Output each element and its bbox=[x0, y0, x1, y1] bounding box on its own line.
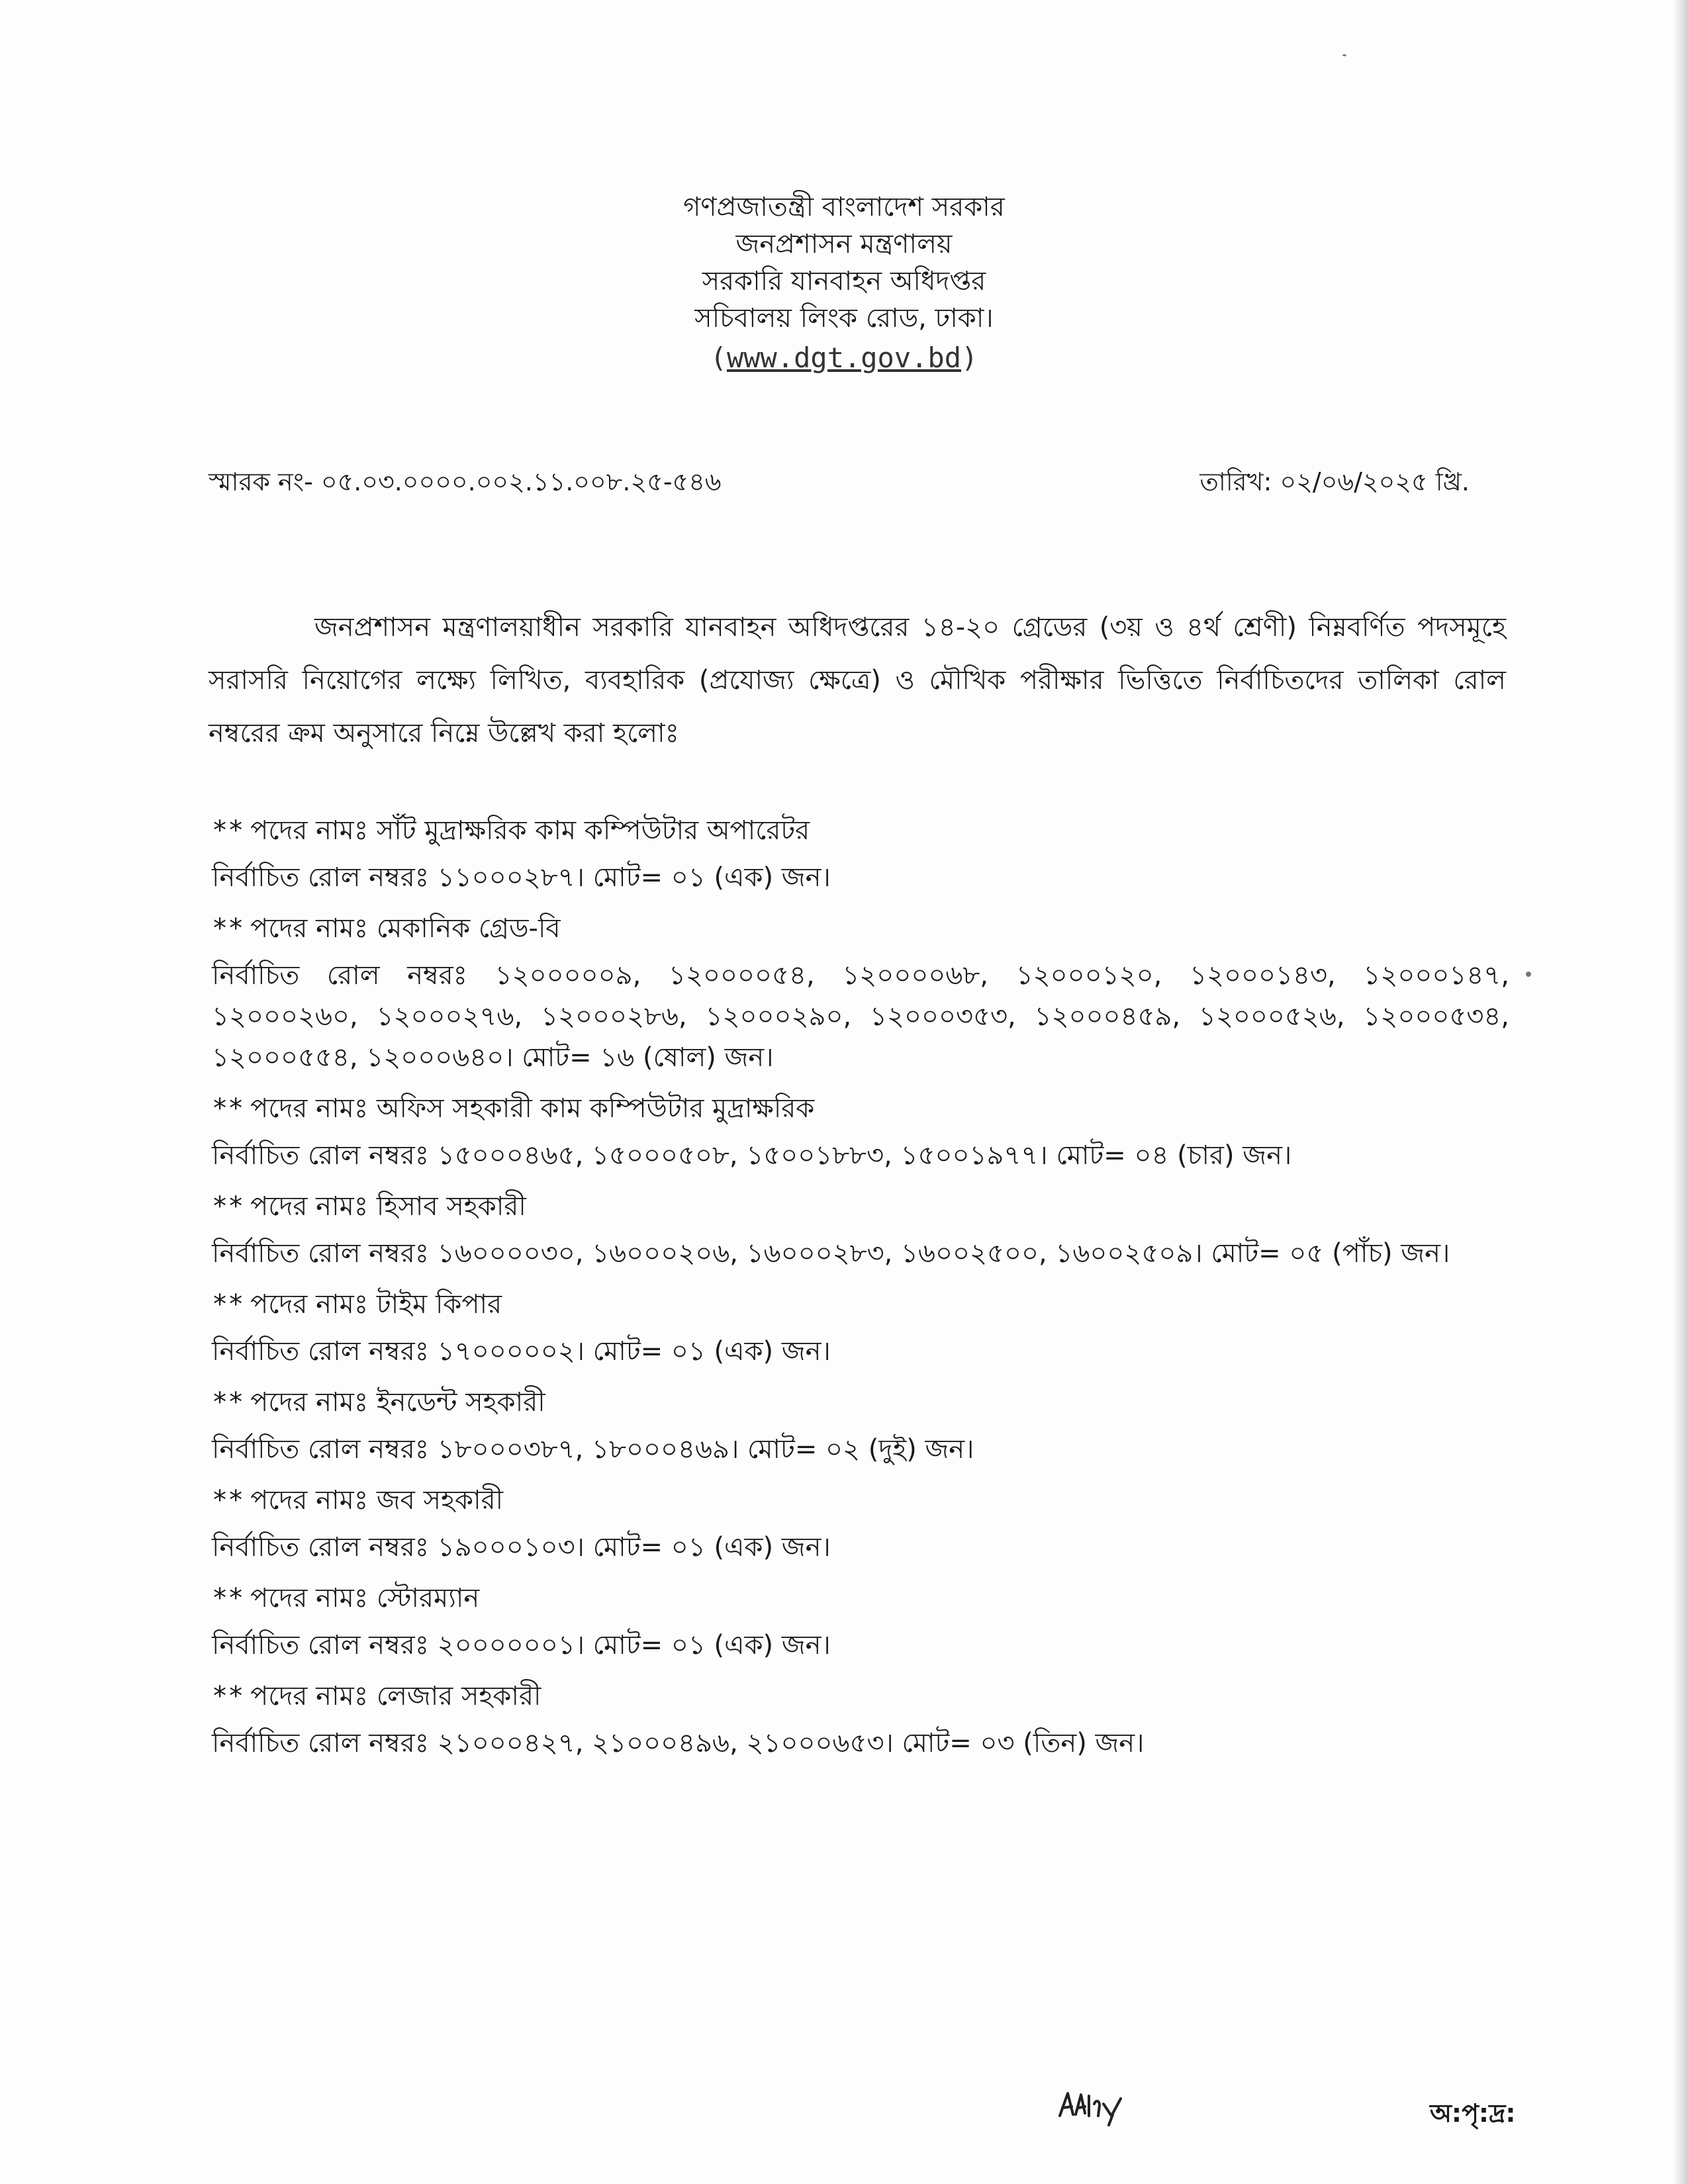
bullet-stars: ** bbox=[212, 1387, 244, 1418]
scan-speck bbox=[1526, 972, 1531, 977]
post-item bbox=[212, 909, 1509, 1078]
selected-roll-numbers: নির্বাচিত রোল নম্বরঃ ১১০০০২৮৭। মোট= ০১ (এক) জন। bbox=[212, 862, 831, 893]
bullet-stars: ** bbox=[212, 1289, 244, 1320]
post-title bbox=[212, 1187, 1509, 1226]
letterhead-address: সচিবালয় লিংক রোড, ঢাকা। bbox=[694, 303, 994, 334]
post-name-text: পদের নামঃ হিসাব সহকারী bbox=[250, 1191, 526, 1222]
post-item bbox=[212, 1578, 1509, 1666]
memo-reference-number: স্মারক নং- ০৫.০৩.০০০০.০০২.১১.০০৮.২৫-৫৪৬ bbox=[209, 467, 722, 496]
selected-roll-numbers: নির্বাচিত রোল নম্বরঃ ১৭০০০০০২। মোট= ০১ (এক) জন। bbox=[212, 1336, 831, 1367]
post-item bbox=[212, 1480, 1509, 1568]
post-name-text: পদের নামঃ লেজার সহকারী bbox=[250, 1681, 541, 1711]
selected-roll-numbers: নির্বাচিত রোল নম্বরঃ ২১০০০৪২৭, ২১০০০৪৯৬, ২১০০০৬৫৩। মোট= ০৩ (তিন) জন। bbox=[212, 1728, 1145, 1758]
post-title bbox=[212, 1480, 1509, 1520]
post-item bbox=[212, 1285, 1509, 1372]
letterhead-website bbox=[710, 338, 978, 378]
post-title bbox=[212, 1676, 1509, 1716]
website-link[interactable]: www.dgt.gov.bd bbox=[726, 341, 961, 374]
selected-roll-numbers: নির্বাচিত রোল নম্বরঃ ১৬০০০০৩০, ১৬০০০২০৬, ১৬০০০২৮৩, ১৬০০২৫০০, ১৬০০২৫০৯। মোট= ০৫ (পাঁচ) জন। bbox=[212, 1238, 1450, 1269]
post-title bbox=[212, 1089, 1509, 1128]
bullet-stars: ** bbox=[212, 1093, 244, 1124]
bullet-stars: ** bbox=[212, 815, 244, 846]
letterhead-government: গণপ্রজাতন্ত্রী বাংলাদেশ সরকার bbox=[683, 192, 1005, 222]
letterhead-ministry: জনপ্রশাসন মন্ত্রণালয় bbox=[735, 229, 953, 259]
selected-roll-numbers: নির্বাচিত রোল নম্বরঃ ১৯০০০১০৩। মোট= ০১ (এক) জন। bbox=[212, 1532, 831, 1563]
post-item bbox=[212, 811, 1509, 898]
post-name-text: পদের নামঃ টাইম কিপার bbox=[250, 1289, 502, 1320]
selected-roll-numbers: নির্বাচিত রোল নম্বরঃ ২০০০০০০১। মোট= ০১ (এক) জন। bbox=[212, 1630, 831, 1661]
post-list bbox=[212, 811, 1509, 1774]
post-name-text: পদের নামঃ অফিস সহকারী কাম কম্পিউটার মুদ্রাক্ষরিক bbox=[250, 1093, 815, 1124]
letterhead-department: সরকারি যানবাহন অধিদপ্তর bbox=[702, 266, 986, 296]
post-name-text: পদের নামঃ ইনডেন্ট সহকারী bbox=[250, 1387, 545, 1418]
intro-paragraph: জনপ্রশাসন মন্ত্রণালয়াধীন সরকারি যানবাহন অধিদপ্তরের ১৪-২০ গ্রেডের (৩য় ও ৪র্থ শ্রেণী) নিম্নবর্ণিত পদসমূহে সরাসরি নিয়োগের লক্ষ্যে লিখিত, ব্যবহারিক (প্রযোজ্য ক্ষেত্রে) ও মৌখিক পরীক্ষার ভিত্তিতে নির্বাচিতদের তালিকা রোল নম্বরের ক্রম অনুসারে নিম্নে উল্লেখ করা হলোঃ bbox=[209, 612, 1506, 749]
post-item bbox=[212, 1187, 1509, 1274]
handwritten-signature bbox=[1056, 2081, 1149, 2128]
post-name-text: পদের নামঃ জব সহকারী bbox=[250, 1485, 504, 1516]
website-open-paren: ( bbox=[710, 341, 727, 374]
bullet-stars: ** bbox=[212, 1191, 244, 1222]
post-name-text: পদের নামঃ মেকানিক গ্রেড-বি bbox=[250, 913, 561, 944]
scan-speck bbox=[1342, 54, 1346, 56]
post-title bbox=[212, 1285, 1509, 1324]
website-close-paren: ) bbox=[961, 341, 978, 374]
post-item bbox=[212, 1676, 1509, 1764]
selected-roll-numbers: নির্বাচিত রোল নম্বরঃ ১২০০০০০৯, ১২০০০০৫৪, ১২০০০০৬৮, ১২০০০১২০, ১২০০০১৪৩, ১২০০০১৪৭, ১২০০০২৬০, ১২০০০২৭৬, ১২০০০২৮৬, ১২০০০২৯০, ১২০০০৩৫৩, ১২০০০৪৫৯, ১২০০০৫২৬, ১২০০০৫৩৪, ১২০০০৫৫৪, ১২০০০৬৪০। মোট= ১৬ (ষোল) জন। bbox=[212, 960, 1509, 1073]
post-item bbox=[212, 1089, 1509, 1176]
bullet-stars: ** bbox=[212, 1681, 244, 1711]
post-title bbox=[212, 1578, 1509, 1618]
memo-meta-row bbox=[209, 463, 1470, 503]
bullet-stars: ** bbox=[212, 1583, 244, 1614]
post-title bbox=[212, 909, 1509, 948]
post-title bbox=[212, 1383, 1509, 1422]
bullet-stars: ** bbox=[212, 913, 244, 944]
selected-roll-numbers: নির্বাচিত রোল নম্বরঃ ১৫০০০৪৬৫, ১৫০০০৫০৮, ১৫০০১৮৮৩, ১৫০০১৯৭৭। মোট= ০৪ (চার) জন। bbox=[212, 1140, 1292, 1171]
letterhead bbox=[0, 189, 1688, 378]
post-name-text: পদের নামঃ স্টোরম্যান bbox=[250, 1583, 480, 1614]
post-title bbox=[212, 811, 1509, 850]
post-name-text: পদের নামঃ সাঁট মুদ্রাক্ষরিক কাম কম্পিউটার অপারেটর bbox=[250, 815, 810, 846]
memo-date: তারিখ: ০২/০৬/২০২৫ খ্রি. bbox=[1199, 467, 1470, 496]
bullet-stars: ** bbox=[212, 1485, 244, 1516]
post-item bbox=[212, 1383, 1509, 1470]
selected-roll-numbers: নির্বাচিত রোল নম্বরঃ ১৮০০০৩৮৭, ১৮০০০৪৬৯। মোট= ০২ (দুই) জন। bbox=[212, 1434, 974, 1465]
continued-overleaf-note: অ:পৃ:দ্র: bbox=[1430, 2099, 1516, 2128]
